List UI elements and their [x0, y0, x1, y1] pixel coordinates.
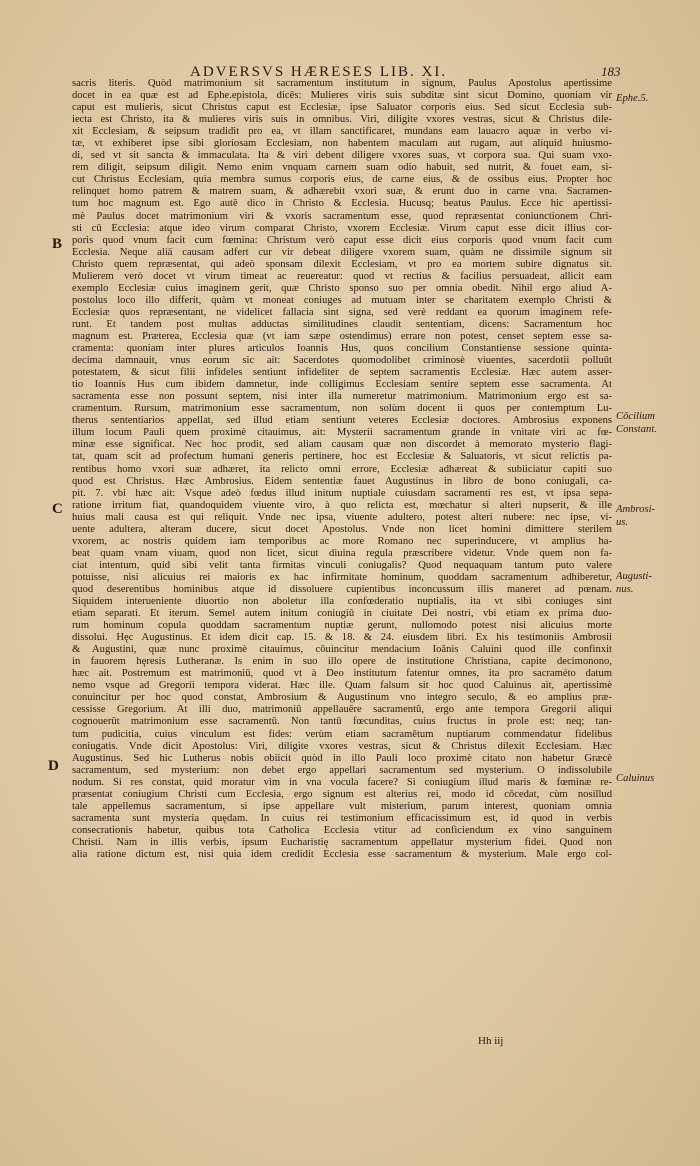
margin-note-line: Constant.	[616, 424, 657, 435]
text-line: mè Paulus docet matrimonium viri & vxoris sacramentum esse, quod repræsentat coniunctionem Chri-	[72, 210, 612, 222]
text-line: Ecclesiæ quos repræsentant, ne videlicet fallacia sint signa, sed verè reddant ea quorum imaginem refe-	[72, 306, 612, 318]
text-line: cramenta: quoniam inter plures articulos Ioannis Hus, quos concilium Constantiense sessione quinta-	[72, 343, 612, 355]
margin-note-line: Augusti-	[616, 571, 652, 582]
text-line: xit Ecclesiam, & seipsum tradidit pro ea, vt illam sanctificaret, mundans eam lauacro aquæ in verbo vi-	[72, 126, 612, 138]
text-line: poris quod vnum facit cum fœmina: Christum verò caput esse dicit eius corporis quod vnum facit cum	[72, 234, 612, 246]
text-line: potestatem, & sicut filii infideles sentiunt infideliter de septem sacramentis Ecclesiæ. Hæc autem asser-	[72, 367, 612, 379]
margin-note-ephes	[616, 92, 648, 105]
text-line: Ecclesia. Neque aliā causam adfert cur vir debeat diligere vxorem suam, quàm ne dissimile signum sit	[72, 246, 612, 258]
text-line: tale appellemus sacramentum, si ipse appellare vult misterium, parum interest, quoniam omnia	[72, 800, 612, 812]
section-marker-c: C	[52, 501, 63, 517]
signature-mark: Hh iij	[478, 1035, 504, 1047]
text-line: tum pudicitia, cuius vinculum est fides: verùm etiam sacramētum nuptiarum commendatur fidelibus	[72, 728, 612, 740]
text-line: runt. Et tandem post multas adductas similitudines claudit sententiam, dicens: Sacramentum hoc	[72, 318, 612, 330]
page-number: 183	[601, 64, 621, 79]
text-line: huius mali causa est qui reliquit. Vnde nec ipsa, viuente adultero, potest alteri nubere: nec ipse, vi-	[72, 511, 612, 523]
text-line: beat quam vnam viuam, quod non licet, sicut diuina regula præscribere videtur. Vnde quem non fa-	[72, 547, 612, 559]
margin-note-augustinus	[616, 570, 652, 596]
text-line: in fauorem hęresis Lutheranæ. Is enim in suo illo opere de institutione Christiana, capite decimonono,	[72, 656, 612, 668]
text-line: præsentat coniugium Christi cum Ecclesia, ergo signum est alterius rei, modo id cōcedat, cùm nosillud	[72, 788, 612, 800]
text-line: magnum est. Præterea, Ecclesia quæ (vt iam sæpe ostendimus) errare non potest, censet septem esse sa-	[72, 330, 612, 342]
text-line: ratione irritum fiat, quandoquidem viuente viro, à quo relicta est, mœchatur si alteri nupserit, & ille	[72, 499, 612, 511]
margin-note-ambrosius	[616, 503, 655, 529]
text-line: postolus loco illo differit, quàm vt moneat coniuges ad mutuam inter se charitatem exemplo Christi &	[72, 294, 612, 306]
text-line: tæ, vt exhiberet ipse sibi gloriosam Ecclesiam, non habentem maculam aut rugam, aut aliquid huiusmo-	[72, 138, 612, 150]
text-line: caput est mulieris, sicut Christus caput est Ecclesiæ, ipse Saluator corporis eius. Sed sicut Ecclesia sub-	[72, 102, 612, 114]
text-line: Mulierem verò docet vt virum timeat ac reuereatur: quod vt rectius & facilius persuadeat, allicit eam	[72, 270, 612, 282]
text-line: etiam separati. Et iterum. Semel autem initum coniugiū in ciuitate Dei nostri, vbi etiam ex prima duo-	[72, 608, 612, 620]
text-line: Siquidem interueniente diuortio non aboletur illa confœderatio nuptialis, ita vt sibi coniuges sint	[72, 596, 612, 608]
text-line: dissolui. Hęc Augustinus. Et idem dicit cap. 15. & 18. & 24. eiusdem libri. Ex his testimoniis Ambrosii	[72, 632, 612, 644]
text-line: cramentum. Rursum, matrimonium esse sacramentum, non solùm docent ii quos per contemptum Lu-	[72, 403, 612, 415]
text-line: exemplo Ecclesiæ cuius imaginem gerit, quæ Christo sponso suo per omnia obedit. Nihil ergo aliud A-	[72, 282, 612, 294]
text-line: tio Ioannis Hus cum ibidem damnetur, inde colligimus Ecclesiam sentire septem esse sacramenta. At	[72, 379, 612, 391]
text-line: tum hoc magnum est. Ego autē dico in Christo & Ecclesia. Hucusq; beatus Paulus. Ecce hic apertissi-	[72, 198, 612, 210]
text-line: Christi. Nam in illis verbis, ipsum Eucharistię sacramentum appellatur mysterium fidei. Quod non	[72, 836, 612, 848]
text-line: di, sed vt sit sancta & immaculata. Ita & viri debent diligere vxores suas, vt corpora sua. Qui suam vxo-	[72, 150, 612, 162]
text-line: quod deserentibus hominibus atque id dissoluere cupientibus inconcussum illis maneret ad pœnam.	[72, 583, 612, 595]
text-line: iecta est Christo, ita & mulieres viris suis in omnibus. Viri, diligite vxores vestras, sicut & Christus dile-	[72, 114, 612, 126]
text-line: potuisse, nisi alicuius rei maioris ex hac infirmitate hominum, quoddam sacramentum adhiberetur,	[72, 571, 612, 583]
text-line: sti cū Ecclesia: atque ideo virum comparat Christo, vxorem Ecclesiæ. Virum caput esse dicit illius cor-	[72, 222, 612, 234]
text-line: conuincitur per hoc quod constat, Ambrosium & Augustinum vno integro seculo, & eo amplius præ-	[72, 692, 612, 704]
text-line: & Augustini, quæ nunc proximè citauimus, cōuincitur mendacium Ioānis Caluini quod ille confinxit	[72, 644, 612, 656]
text-line: docet in ea quæ est ad Ephe.epistola, dicēs: Mulieres viris suis subditæ sint sicut Domino, quoniam vir	[72, 90, 612, 102]
text-line: rum hominum copula quoddam sacramentum nuptiæ gerunt, nullomodo potest nisi alicuius morte	[72, 620, 612, 632]
margin-note-line: Ambrosi-	[616, 504, 656, 515]
text-line: illum locum Pauli quem proximè citauimus, ait: Mysterii sacramentum grande in vnitate viri ac fœ-	[72, 427, 612, 439]
section-marker-b: B	[52, 236, 63, 252]
margin-note-line: nus.	[616, 584, 634, 595]
text-line: coniugatis. Vnde dicit Apostolus: Viri, diligite vxores vestras, sicut & Christus dilexit Ecclesiam. Hæc	[72, 740, 612, 752]
text-line: alia ratione dictum est, nisi quia idem credidit Ecclesia esse sacramentum & mysterium. Male ergo col-	[72, 849, 612, 860]
margin-note-line: Cōcilium	[616, 411, 655, 422]
text-line: ciat intentum, quid sibi velit tanta firmitas vinculi coniugalis? Quod nequaquam tantum puto valere	[72, 559, 612, 571]
running-title: ADVERSVS HÆRESES LIB. XI.	[190, 64, 448, 80]
text-line: decima damnauit, vnus eorum sic ait: Sacerdotes quomodolibet criminosè viuentes, sacerdotii polluūt	[72, 355, 612, 367]
text-line: tat, quam scit ad profectum humani generis pertinere, hoc est Ecclesiæ & Saluatoris, vt sicut relictis pa-	[72, 451, 612, 463]
text-line: sacramentum, sed mysterium: non debet ergo appellari sacramentum sed mysterium. O indissolubile	[72, 764, 612, 776]
text-line: sacramenta sunt mysteria quędam. In cuius rei testimonium efficacissimum est, id quod in verbis	[72, 812, 612, 824]
text-line: relinquet homo patrem & matrem suam, & adhærebit vxori suæ, & erunt duo in carne vna. Sacramen-	[72, 186, 612, 198]
text-line: cut Christus Ecclesiam, quia membra sumus corporis eius, de carne eius, & de ossibus eius. Propter hoc	[72, 174, 612, 186]
text-line: Christo quem repræsentat, qui adeò sponsam dilexit Ecclesiam, vt pro ea mortem subire dignatus sit.	[72, 258, 612, 270]
margin-note-caluinus	[616, 772, 654, 785]
text-line: minæ esse significat. Nec hoc prodit, sed aliam causam quæ non discordet à memorato mysterio flagi-	[72, 439, 612, 451]
text-line: pit. 7. vbi hæc ait: Vsque adeò fœdus illud initum nuptiale cuiusdam sacramenti res est, vt ipsa sepa-	[72, 487, 612, 499]
text-line: therus sententiarios appellat, sed illud etiam sentiunt veteres Ecclesiæ doctores. Ambrosius exponens	[72, 415, 612, 427]
margin-note-line: Caluinus	[616, 773, 655, 784]
text-line: Augustinus. Sed hic Lutherus nobis obiicit quòd in illo Pauli loco proximè citato non habetur Græcè	[72, 752, 612, 764]
text-line: rentibus homo vxori suæ adhæret, ita relicto omni errore, Ecclesiæ adhæreat & subiiciatur capiti suo	[72, 463, 612, 475]
section-marker-d: D	[48, 758, 59, 774]
text-line: sacris literis. Quòd matrimonium sit sacramentum institutum in signum, Paulus Apostolus apertissime	[72, 78, 612, 89]
text-line: hæc ait. Postremum est matrimoniū, quod vt à Deo institutum fatentur omnes, ita pro sacraméto datum	[72, 668, 612, 680]
text-line: nodum. Si res constat, quid moratur vim in vna vocula facere? Si coniugium illud maris & fœminæ re-	[72, 776, 612, 788]
text-line: cognouerūt matrimonium esse sacramentū. Non tantū fœcunditas, cuius fructus in prole est: neq; tan-	[72, 716, 612, 728]
margin-note-line: us.	[616, 517, 629, 528]
text-line: rem diligit, seipsum diligit. Nemo enim vnquam carnem suam odio habuit, sed nutrit, & fouet eam, si-	[72, 162, 612, 174]
margin-note-concilium	[616, 410, 657, 436]
text-line: quod est Christus. Hæc Ambrosius. Eidem sententiæ fauet Augustinus in libro de bono coniugali, ca-	[72, 475, 612, 487]
text-line: nemo vsque ad Gregorii tempora viderat. Hæc ille. Quam falsum sit hoc quod Caluinus ait, apertissimè	[72, 680, 612, 692]
text-line: uente adultera, alteram ducere, sicut docet Apostolus. Vnde non licet homini dimittere sterilem	[72, 523, 612, 535]
text-line: cessisse Gregorium. At illi duo, matrimoniū appellauēre sacramentū, ergo ante tempora Gregorii aliqui	[72, 704, 612, 716]
text-line: consecrationis habetur, quibus tota Catholica Ecclesia vtitur ad conficiendum ex vino sanguinem	[72, 824, 612, 836]
text-line: sacramenta esse non possunt septem, nisi inter illa numeretur matrimonium. Matrimonium ergo est sa-	[72, 391, 612, 403]
margin-note-line: Ephe.5.	[616, 93, 649, 104]
body-text	[72, 78, 612, 861]
text-line: vxorem, ac nostris quidem iam temporibus ac more Romano nec superinducere, vt amplius ha-	[72, 535, 612, 547]
